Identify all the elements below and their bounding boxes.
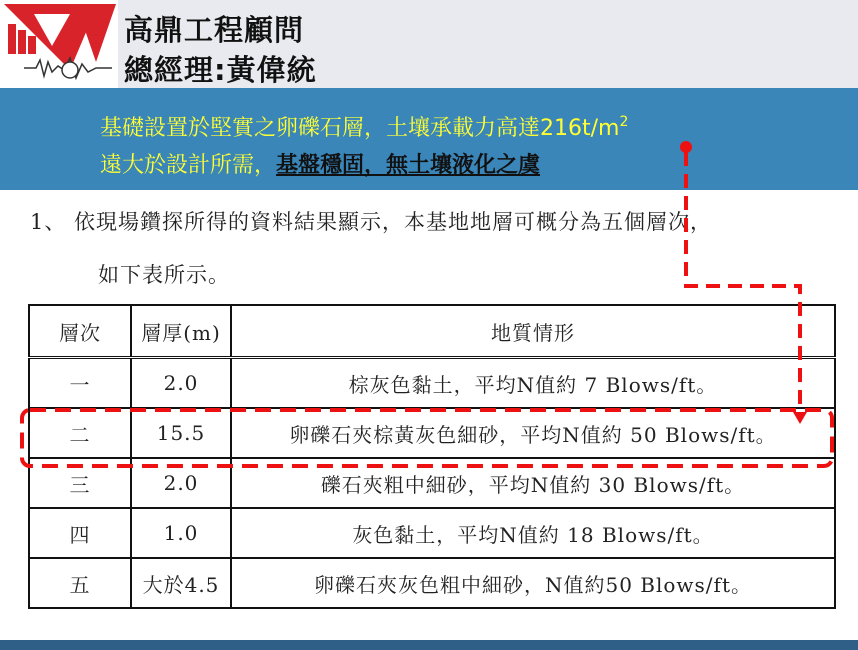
table-row [29,358,835,409]
geology-cell: 礫石夾粗中細砂，平均N值約 30 Blows/ft。 [231,458,835,508]
company-name: 高鼎工程顧問 [124,13,305,47]
table-header-row [29,305,835,358]
table-row [29,408,835,458]
bearing-capacity-exponent: 2 [619,114,629,130]
layer-cell: 四 [29,508,131,558]
thickness-cell: 大於4.5 [131,558,231,608]
geology-cell: 灰色黏土，平均N值約 18 Blows/ft。 [231,508,835,558]
bottom-bar [0,640,858,650]
paragraph-2: 如下表所示。 [98,263,230,287]
highlight-line-2 [100,147,628,184]
header-thickness: 層厚(m) [131,305,231,358]
logo-icon [0,0,118,88]
layer-cell: 五 [29,558,131,608]
soil-layer-table [28,304,836,609]
highlight-line-1-text: 基礎設置於堅實之卵礫石層，土壤承載力高達 [100,116,541,141]
bearing-capacity-value: 216t/m [540,116,620,141]
geology-cell: 棕灰色黏土，平均N值約 7 Blows/ft。 [231,358,835,409]
paragraph-1: 1、 依現場鑽探所得的資料結果顯示，本基地地層可概分為五個層次， [30,210,713,234]
layer-cell: 一 [29,358,131,409]
manager-name: 總經理:黃偉統 [124,53,317,87]
geology-cell: 卵礫石夾棕黃灰色細砂，平均N值約 50 Blows/ft。 [231,408,835,458]
header-layer: 層次 [29,305,131,358]
table-row [29,508,835,558]
layer-cell: 三 [29,458,131,508]
annotation-pin [680,141,692,153]
thickness-cell: 2.0 [131,458,231,508]
header-geology: 地質情形 [231,305,835,358]
thickness-cell: 15.5 [131,408,231,458]
highlight-line-1 [100,104,628,147]
company-logo [0,0,118,88]
thickness-cell: 1.0 [131,508,231,558]
highlight-text [100,104,628,184]
thickness-cell: 2.0 [131,358,231,409]
geology-cell: 卵礫石夾灰色粗中細砂，N值約50 Blows/ft。 [231,558,835,608]
highlight-line-2-text: 遠大於設計所需， [100,153,277,178]
table-row [29,458,835,508]
highlight-emphasis: 基盤穩固，無土壤液化之虞 [276,152,541,178]
table-row [29,558,835,608]
layer-cell: 二 [29,408,131,458]
